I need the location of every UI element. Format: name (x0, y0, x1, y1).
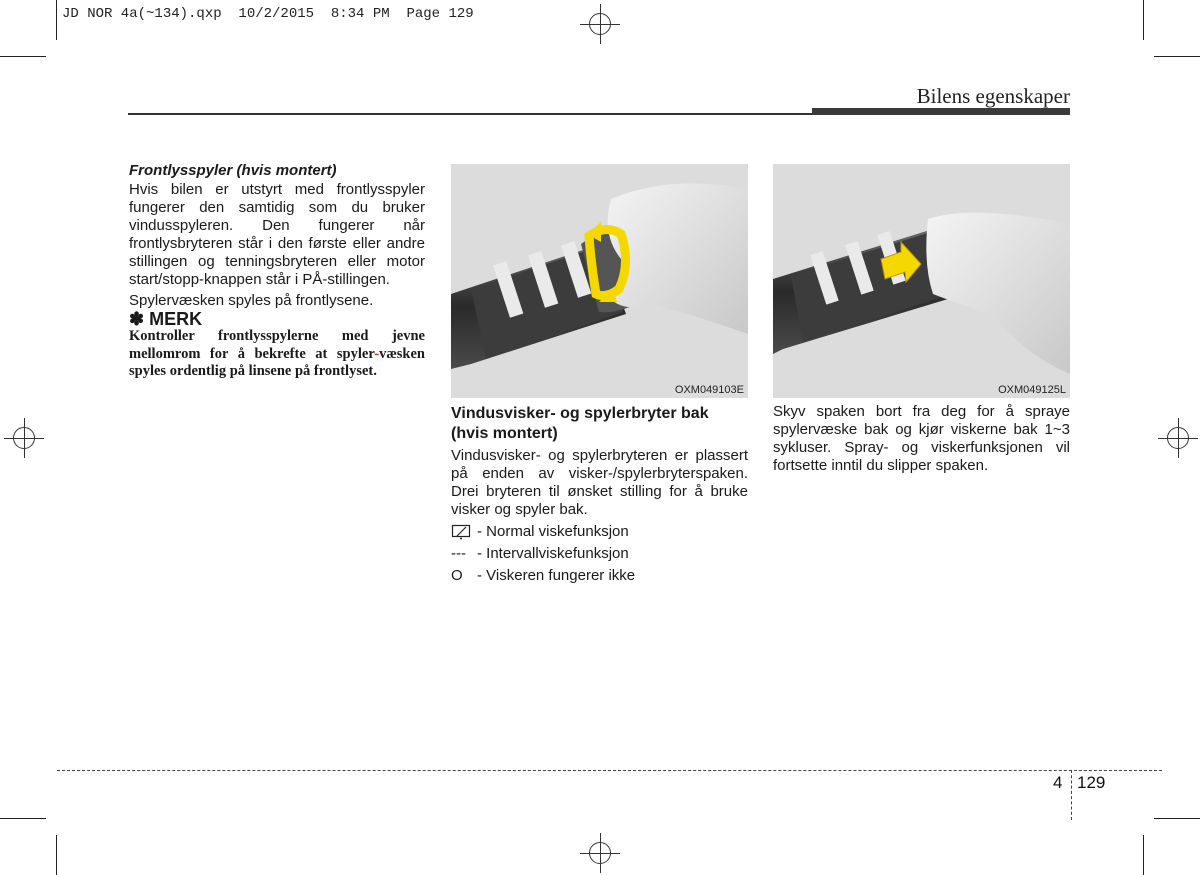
registration-mark-bottom (580, 833, 620, 873)
crop-mark (56, 835, 57, 875)
crop-mark (1154, 818, 1200, 819)
wiper-switch-rotate-photo (451, 164, 748, 398)
section-title: Bilens egenskaper (916, 84, 1070, 108)
file-header: JD NOR 4a(~134).qxp 10/2/2015 8:34 PM Page 129 (62, 6, 474, 22)
note-text-part2: væsken spyles ordentlig på linsene på frontlyset. (129, 345, 425, 379)
right-column (773, 403, 1070, 475)
rear-wiper-paragraph: Vindusvisker- og spylerbryteren er plassert på enden av visker-/spylerbryterspaken. Drei bryteren til ønsket stilling for å bruke visker og spyler bak. (451, 447, 748, 518)
note-title: ✽ MERK (129, 309, 203, 329)
stalk-rotate-illustration (451, 164, 748, 398)
legend-row-off (451, 565, 748, 587)
header-rule-thick (812, 108, 1070, 115)
crop-mark (1143, 835, 1144, 875)
middle-column (451, 404, 748, 587)
push-lever-paragraph: Skyv spaken bort fra deg for å spraye spylervæske bak og kjør viskerne bak 1~3 sykluser. Spray- og viskerfunksjonen vil fortsette inntil du slipper spaken. (773, 403, 1070, 474)
crop-mark (0, 56, 46, 57)
crop-mark (0, 818, 46, 819)
registration-mark-top (580, 4, 620, 44)
headlamp-washer-paragraph-2: Spylervæsken spyles på frontlysene. (129, 292, 374, 309)
image-code: OXM049125L (998, 384, 1066, 396)
wiper-icon (451, 524, 477, 540)
interval-symbol: --- (451, 545, 466, 562)
stalk-push-illustration (773, 164, 1070, 398)
legend-text-off: - Viskeren fungerer ikke (477, 567, 636, 584)
headlamp-washer-heading: Frontlysspyler (hvis montert) (129, 162, 337, 179)
note-text-part1: Kontroller frontlysspylerne med jevne mellomrom for å bekrefte at spyler (129, 328, 425, 362)
footer-divider (1071, 770, 1072, 820)
legend-row-interval (451, 543, 748, 565)
legend-row-normal (451, 521, 748, 543)
registration-mark-right (1158, 418, 1198, 458)
chapter-number: 4 (1053, 773, 1063, 792)
headlamp-washer-paragraph: Hvis bilen er utstyrt med frontlysspyler fungerer den samtidig som du bruker vindusspyleren. Den fungerer når frontlysbryteren står i den første eller andre stillingen og tenningsbryteren eller motor start/stopp-knappen står i PÅ-stillingen. (129, 181, 425, 288)
left-column (129, 162, 425, 381)
legend-text-interval: - Intervallviskefunksjon (477, 545, 629, 562)
wiper-switch-push-photo (773, 164, 1070, 398)
crop-mark (1143, 0, 1144, 40)
crop-mark (1154, 56, 1200, 57)
crop-mark (56, 0, 57, 40)
legend-text-normal: - Normal viskefunksjon (477, 523, 629, 540)
note-hyphen: - (374, 345, 380, 362)
registration-mark-left (4, 418, 44, 458)
image-code: OXM049103E (674, 384, 744, 396)
wiper-mode-legend (451, 521, 748, 587)
note-body (129, 328, 425, 381)
page-number: 129 (1077, 773, 1106, 792)
rear-wiper-heading: Vindusvisker- og spylerbryter bak (hvis montert) (451, 405, 709, 442)
header-rule (128, 113, 813, 115)
footer-dashed-line (57, 770, 1162, 771)
off-symbol: O (451, 567, 463, 584)
